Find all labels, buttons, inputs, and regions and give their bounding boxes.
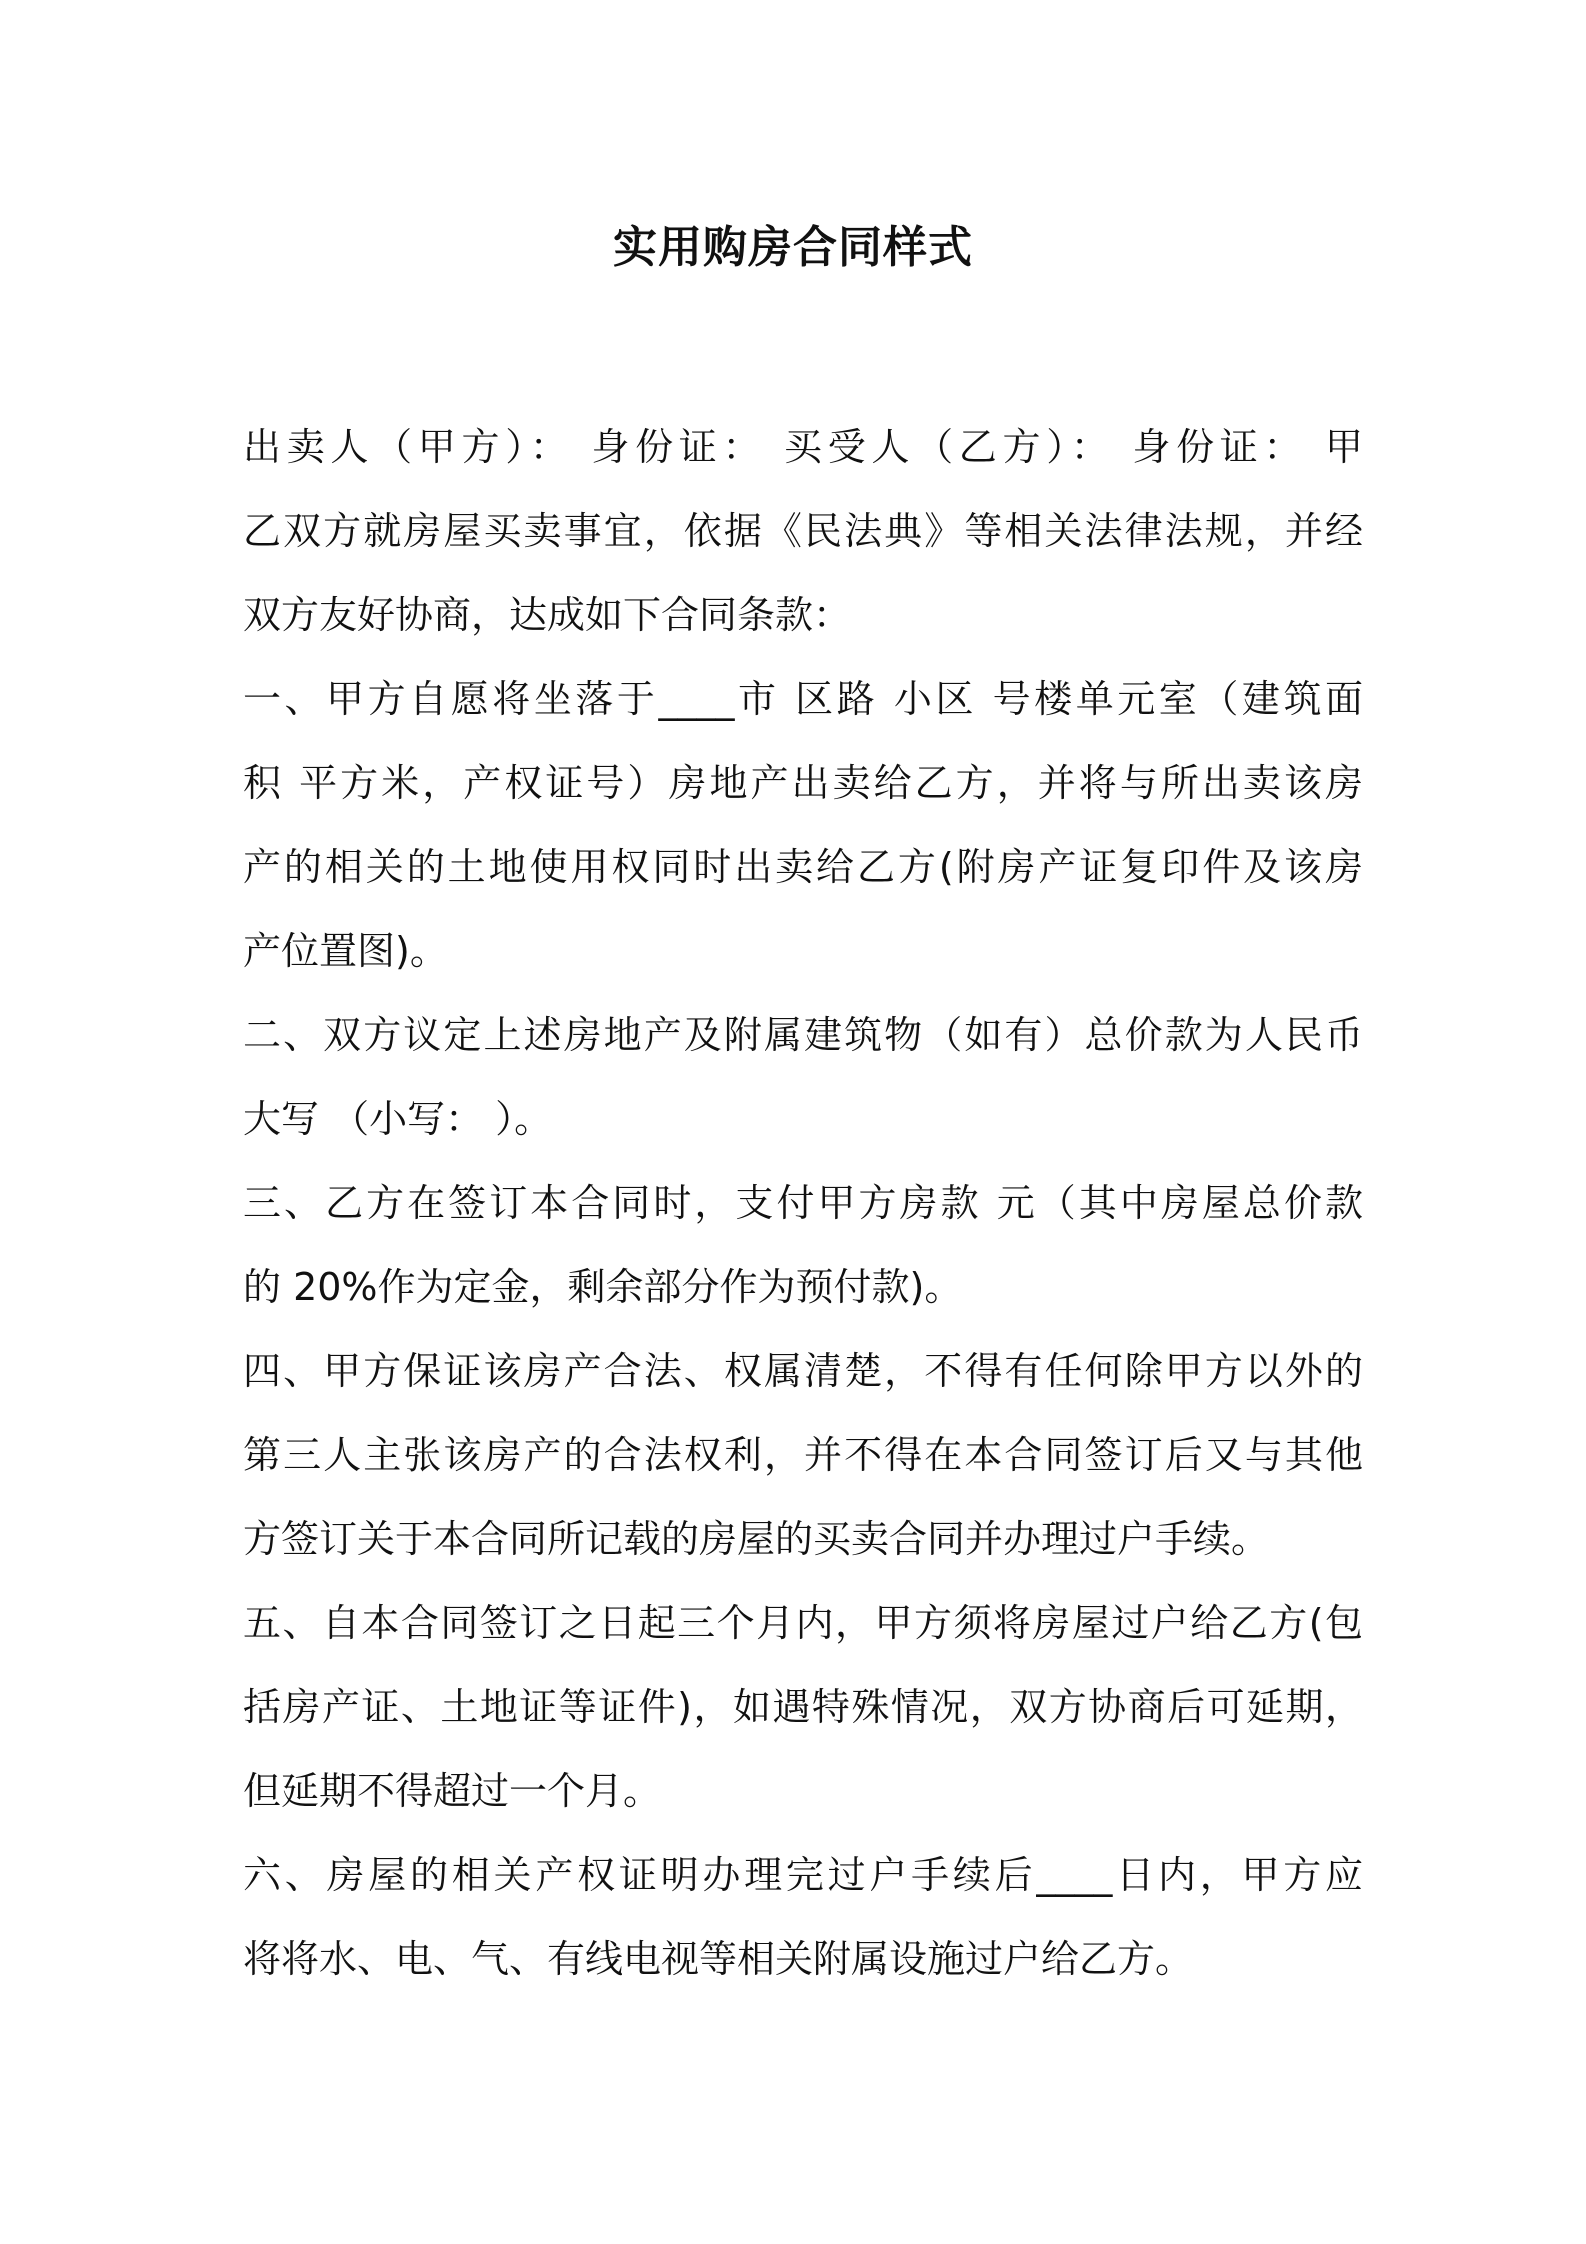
- clause-5-line-1: 五、自本合同签订之日起三个月内，甲方须将房屋过户给乙方(包: [243, 1601, 1363, 1645]
- clause-5-line-2: 括房产证、土地证等证件)，如遇特殊情况，双方协商后可延期，: [243, 1685, 1363, 1729]
- clause-3-line-2: 的 20%作为定金，剩余部分作为预付款)。: [243, 1265, 963, 1309]
- clause-1-line-4: 产位置图)。: [243, 929, 448, 973]
- document-title: 实用购房合同样式: [613, 222, 973, 273]
- clause-6-line-2: 将将水、电、气、有线电视等相关附属设施过户给乙方。: [243, 1937, 1194, 1981]
- clause-4-line-1: 四、甲方保证该房产合法、权属清楚，不得有任何除甲方以外的: [243, 1349, 1363, 1393]
- clause-5-line-3: 但延期不得超过一个月。: [243, 1769, 662, 1813]
- clause-2-line-2: 大写 （小写： ）。: [243, 1097, 553, 1141]
- clause-6-line-1: 六、房屋的相关产权证明办理完过户手续后____日内，甲方应: [243, 1853, 1363, 1897]
- clause-3-line-1: 三、乙方在签订本合同时，支付甲方房款 元（其中房屋总价款: [243, 1181, 1363, 1225]
- document-body: [243, 405, 1363, 2001]
- clause-1-line-2: 积 平方米，产权证号）房地产出卖给乙方，并将与所出卖该房: [243, 761, 1363, 805]
- clause-4-line-3: 方签订关于本合同所记载的房屋的买卖合同并办理过户手续。: [243, 1517, 1270, 1561]
- paragraph-line-basis: 乙双方就房屋买卖事宜，依据《民法典》等相关法律法规，并经: [243, 509, 1363, 553]
- clause-4-line-2: 第三人主张该房产的合法权利，并不得在本合同签订后又与其他: [243, 1433, 1363, 1477]
- clause-1-line-3: 产的相关的土地使用权同时出卖给乙方(附房产证复印件及该房: [243, 845, 1363, 889]
- paragraph-line-agreement: 双方友好协商，达成如下合同条款：: [243, 593, 852, 637]
- clause-1-line-1: 一、甲方自愿将坐落于____市 区路 小区 号楼单元室（建筑面: [243, 677, 1363, 721]
- clause-2-line-1: 二、双方议定上述房地产及附属建筑物（如有）总价款为人民币: [243, 1013, 1363, 1057]
- paragraph-line-parties: 出卖人（甲方）： 身份证： 买受人（乙方）： 身份证： 甲: [243, 425, 1363, 469]
